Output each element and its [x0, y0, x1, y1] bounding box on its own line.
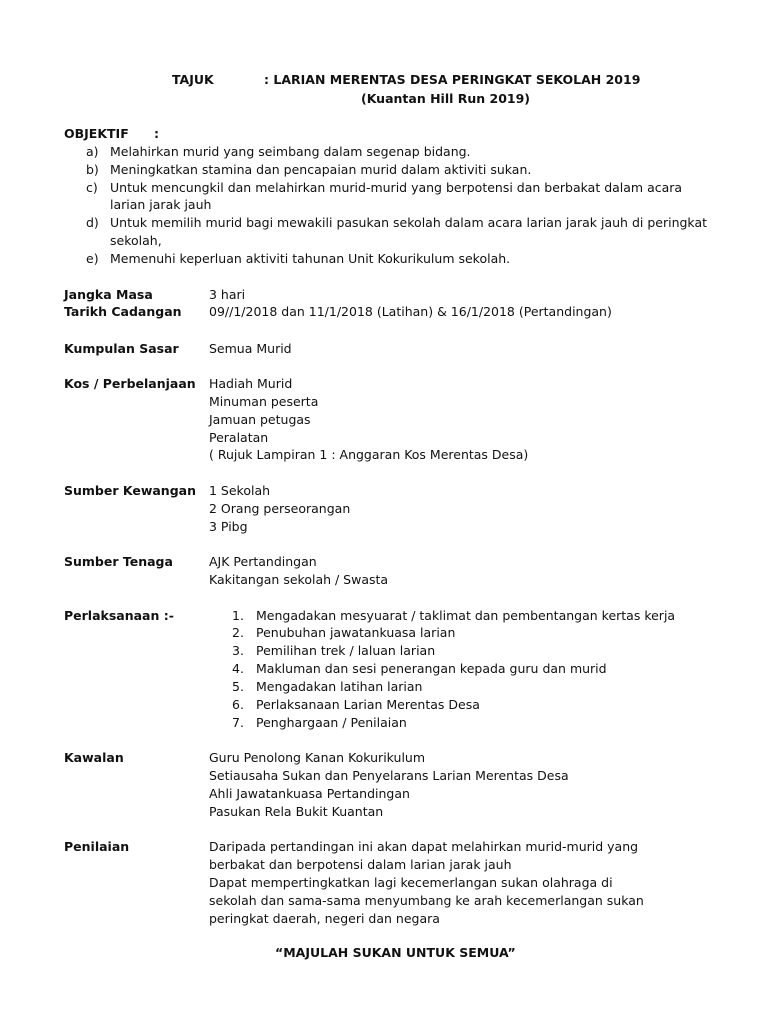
kos-line: Peralatan [209, 430, 269, 445]
objektif-item: Meningkatkan stamina dan pencapaian murid dalam aktiviti sukan. [110, 162, 532, 177]
sumber-kewangan-line: 2 Orang perseorangan [209, 501, 351, 516]
perlaksanaan-step: Mengadakan latihan larian [256, 679, 423, 694]
jangka-masa-value: 3 hari [209, 287, 246, 302]
objektif-marker: b) [86, 162, 99, 177]
penilaian-line: Dapat mempertingkatkan lagi kecemerlangan sukan olahraga di [209, 875, 613, 890]
objektif-marker: c) [86, 180, 98, 195]
kawalan-line: Ahli Jawatankuasa Pertandingan [209, 786, 410, 801]
tajuk-label: TAJUK [172, 72, 214, 87]
document-title: : LARIAN MERENTAS DESA PERINGKAT SEKOLAH 2019 [264, 72, 641, 87]
kos-reference: ( Rujuk Lampiran 1 : Anggaran Kos Merentas Desa) [209, 447, 529, 462]
objektif-marker: e) [86, 251, 99, 266]
penilaian-line: peringkat daerah, negeri dan negara [209, 911, 440, 926]
kumpulan-label: Kumpulan Sasar [64, 341, 179, 356]
kos-line: Hadiah Murid [209, 376, 293, 391]
penilaian-label: Penilaian [64, 839, 130, 854]
kawalan-line: Setiausaha Sukan dan Penyelarans Larian Merentas Desa [209, 768, 569, 783]
objektif-item: Untuk memilih murid bagi mewakili pasukan sekolah dalam acara larian jarak jauh di peringkat [110, 215, 708, 230]
perlaksanaan-number: 4. [232, 661, 244, 676]
objektif-colon: : [154, 126, 159, 141]
document-subtitle: (Kuantan Hill Run 2019) [361, 91, 531, 106]
kos-label: Kos / Perbelanjaan [64, 376, 196, 391]
perlaksanaan-step: Makluman dan sesi penerangan kepada guru dan murid [256, 661, 607, 676]
perlaksanaan-step: Perlaksanaan Larian Merentas Desa [256, 697, 480, 712]
penilaian-line: sekolah dan sama-sama menyumbang ke arah kecemerlangan sukan [209, 893, 644, 908]
perlaksanaan-step: Penubuhan jawatankuasa larian [256, 625, 456, 640]
objektif-marker: d) [86, 215, 99, 230]
perlaksanaan-number: 2. [232, 625, 244, 640]
perlaksanaan-step: Penghargaan / Penilaian [256, 715, 407, 730]
sumber-kewangan-line: 3 Pibg [209, 519, 248, 534]
kos-line: Jamuan petugas [209, 412, 311, 427]
motto: “MAJULAH SUKAN UNTUK SEMUA” [275, 945, 516, 960]
tarikh-label: Tarikh Cadangan [64, 304, 182, 319]
sumber-tenaga-line: AJK Pertandingan [209, 554, 317, 569]
objektif-item: Untuk mencungkil dan melahirkan murid-murid yang berpotensi dan berbakat dalam acara [110, 180, 683, 195]
kawalan-line: Pasukan Rela Bukit Kuantan [209, 804, 384, 819]
tarikh-value: 09//1/2018 dan 11/1/2018 (Latihan) & 16/1/2018 (Pertandingan) [209, 304, 612, 319]
objektif-marker: a) [86, 144, 99, 159]
perlaksanaan-step: Pemilihan trek / laluan larian [256, 643, 436, 658]
perlaksanaan-number: 6. [232, 697, 244, 712]
sumber-tenaga-line: Kakitangan sekolah / Swasta [209, 572, 389, 587]
objektif-item-continuation: larian jarak jauh [110, 197, 212, 212]
penilaian-line: berbakat dan berpotensi dalam larian jarak jauh [209, 857, 512, 872]
perlaksanaan-number: 3. [232, 643, 244, 658]
perlaksanaan-number: 5. [232, 679, 244, 694]
kawalan-line: Guru Penolong Kanan Kokurikulum [209, 750, 426, 765]
jangka-masa-label: Jangka Masa [64, 287, 153, 302]
objektif-label: OBJEKTIF [64, 126, 129, 141]
penilaian-line: Daripada pertandingan ini akan dapat melahirkan murid-murid yang [209, 839, 639, 854]
sumber-tenaga-label: Sumber Tenaga [64, 554, 173, 569]
perlaksanaan-label: Perlaksanaan :- [64, 608, 174, 623]
kawalan-label: Kawalan [64, 750, 124, 765]
kos-line: Minuman peserta [209, 394, 319, 409]
objektif-item-continuation: sekolah, [110, 233, 162, 248]
sumber-kewangan-label: Sumber Kewangan [64, 483, 196, 498]
sumber-kewangan-line: 1 Sekolah [209, 483, 271, 498]
kumpulan-value: Semua Murid [209, 341, 292, 356]
perlaksanaan-number: 7. [232, 715, 244, 730]
objektif-item: Melahirkan murid yang seimbang dalam segenap bidang. [110, 144, 471, 159]
perlaksanaan-step: Mengadakan mesyuarat / taklimat dan pembentangan kertas kerja [256, 608, 676, 623]
perlaksanaan-number: 1. [232, 608, 244, 623]
objektif-item: Memenuhi keperluan aktiviti tahunan Unit Kokurikulum sekolah. [110, 251, 511, 266]
